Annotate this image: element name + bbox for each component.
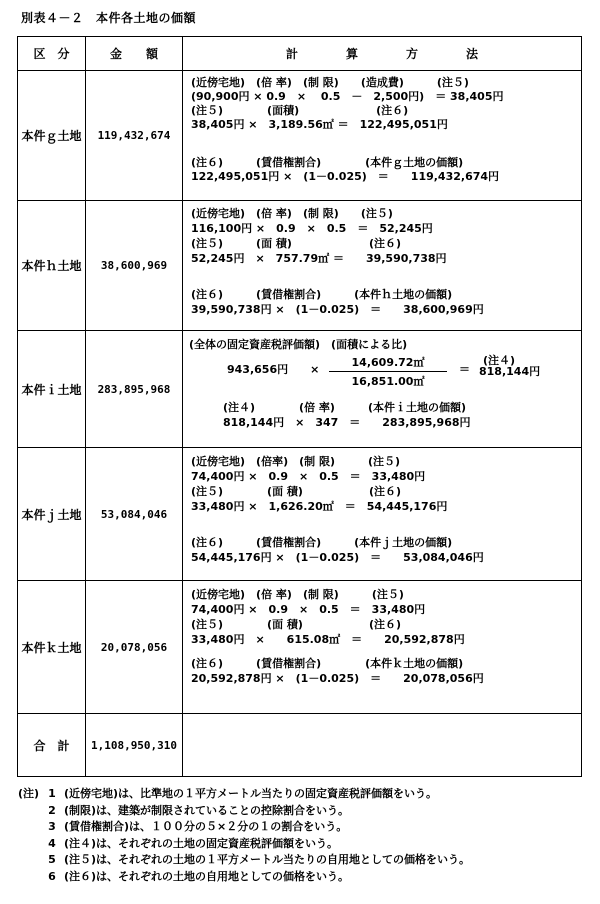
calc-line: (全体の固定資産税評価額) (面積による比)	[189, 338, 408, 351]
calc-line: 116,100円 × 0.9 × 0.5 ＝ 52,245円	[191, 222, 433, 235]
calc-line: 818,144円 × 347 ＝ 283,895,968円	[223, 416, 471, 429]
amount-value: 20,078,056	[86, 581, 183, 714]
valuation-table	[17, 36, 582, 777]
calculation-cell	[183, 448, 582, 581]
footnote	[18, 869, 470, 886]
calculation-cell	[183, 331, 582, 448]
total-amount: 1,108,950,310	[86, 714, 183, 777]
calc-line: (注５) (面 積) (注６)	[191, 485, 401, 498]
calc-line: (近傍宅地) (倍 率) (制 限) (注５)	[191, 588, 404, 601]
header-method: 計 算 方 法	[183, 37, 582, 71]
table-row	[18, 581, 582, 714]
footnote-text: (注４)は、それぞれの土地の固定資産税評価額をいう。	[64, 836, 339, 850]
calc-line: (注６) (賃借権割合) (本件ｇ土地の価額)	[191, 156, 464, 169]
calc-line: 122,495,051円 × (1－0.025) ＝ 119,432,674円	[191, 170, 500, 183]
section-label: 本件ｇ土地	[18, 71, 86, 201]
footnote-number: 1	[48, 787, 56, 800]
section-label: 本件ｋ土地	[18, 581, 86, 714]
amount-value: 283,895,968	[86, 331, 183, 448]
calc-line: (注５) (面 積) (注６)	[191, 618, 401, 631]
footnote-text: (注６)は、それぞれの土地の自用地としての価格をいう。	[64, 869, 350, 883]
fraction-denominator: 16,851.00㎡	[351, 375, 425, 388]
calc-line: 943,656円 ×	[227, 363, 320, 376]
calc-line: (近傍宅地) (倍 率) (制 限) (造成費) (注５)	[191, 76, 469, 89]
footnote-mark: (注)	[18, 787, 40, 800]
footnote	[18, 852, 470, 869]
calc-line: (注６) (賃借権割合) (本件ｋ土地の価額)	[191, 657, 464, 670]
section-label: 本件ｊ土地	[18, 448, 86, 581]
footnote	[18, 803, 470, 820]
calc-line: (近傍宅地) (倍 率) (制 限) (注５)	[191, 207, 393, 220]
calc-line: 33,480円 × 1,626.20㎡ ＝ 54,445,176円	[191, 500, 448, 513]
footnote	[18, 819, 470, 836]
area-ratio-fraction	[329, 354, 447, 389]
footnote-number: 2	[48, 803, 56, 817]
table-row	[18, 448, 582, 581]
page-title: 別表４－２ 本件各土地の価額	[21, 11, 197, 25]
footnote-text: (注５)は、それぞれの土地の１平方メートル当たりの自用地としての価格をいう。	[64, 853, 471, 866]
footnote-number: 6	[48, 869, 56, 883]
table-row	[18, 331, 582, 448]
calc-line: (注５) (面積) (注６)	[191, 104, 409, 117]
footnote-number: 3	[48, 820, 56, 833]
footnote-text: (制限)は、建築が制限されていることの控除割合をいう。	[64, 803, 350, 817]
footnotes	[18, 786, 470, 885]
footnote	[18, 786, 470, 803]
header-section: 区 分	[18, 37, 86, 71]
footnote-number: 5	[48, 853, 56, 866]
calc-line: ＝	[459, 363, 470, 376]
total-calculation-cell	[183, 714, 582, 777]
calc-line: 39,590,738円 × (1－0.025) ＝ 38,600,969円	[191, 303, 484, 316]
calc-line: 52,245円 × 757.79㎡ ＝ 39,590,738円	[191, 252, 447, 265]
calc-line: 74,400円 × 0.9 × 0.5 ＝ 33,480円	[191, 470, 426, 483]
calculation-cell	[183, 71, 582, 201]
calculation-cell	[183, 201, 582, 331]
calc-line: 74,400円 × 0.9 × 0.5 ＝ 33,480円	[191, 603, 426, 616]
calc-line: (注５) (面 積) (注６)	[191, 237, 401, 250]
calculation-cell	[183, 581, 582, 714]
total-label: 合 計	[18, 714, 86, 777]
footnote-number: 4	[48, 836, 56, 850]
table-row	[18, 201, 582, 331]
amount-value: 38,600,969	[86, 201, 183, 331]
calc-line: (90,900円 × 0.9 × 0.5 － 2,500円) ＝ 38,405円	[191, 90, 504, 103]
calc-line: (近傍宅地) (倍率) (制 限) (注５)	[191, 455, 401, 468]
amount-value: 53,084,046	[86, 448, 183, 581]
calc-line: (注６) (賃借権割合) (本件ｊ土地の価額)	[191, 536, 453, 549]
calc-line: (注６) (賃借権割合) (本件ｈ土地の価額)	[191, 288, 453, 301]
total-row	[18, 714, 582, 777]
table-header-row	[18, 37, 582, 71]
section-label: 本件ｉ土地	[18, 331, 86, 448]
calc-line: 54,445,176円 × (1－0.025) ＝ 53,084,046円	[191, 551, 484, 564]
calc-line: 20,592,878円 × (1－0.025) ＝ 20,078,056円	[191, 672, 484, 685]
calc-line: (注４)	[483, 354, 516, 367]
table-row	[18, 71, 582, 201]
footnote-text: (賃借権割合)は、１００分の５×２分の１の割合をいう。	[64, 820, 348, 833]
fraction-numerator: 14,609.72㎡	[329, 354, 447, 372]
calc-line: 818,144円	[479, 365, 541, 378]
calc-line: 38,405円 × 3,189.56㎡ ＝ 122,495,051円	[191, 118, 448, 131]
footnote-text: (近傍宅地)は、比準地の１平方メートル当たりの固定資産税評価額をいう。	[64, 787, 438, 800]
calc-line: 33,480円 × 615.08㎡ ＝ 20,592,878円	[191, 633, 465, 646]
header-amount: 金 額	[86, 37, 183, 71]
amount-value: 119,432,674	[86, 71, 183, 201]
section-label: 本件ｈ土地	[18, 201, 86, 331]
footnote	[18, 836, 470, 853]
calc-line: (注４) (倍 率) (本件ｉ土地の価額)	[223, 401, 466, 414]
